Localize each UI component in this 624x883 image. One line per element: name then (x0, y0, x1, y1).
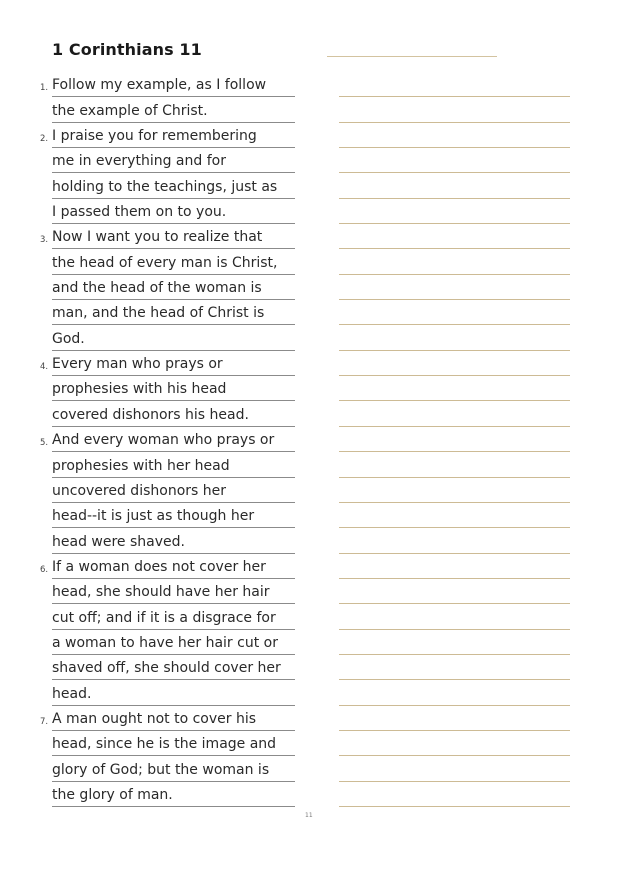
verse-line (0, 604, 310, 629)
verse-text: A man ought not to cover his (52, 711, 295, 731)
writing-line[interactable] (339, 604, 570, 629)
verse-text: cut off; and if it is a disgrace for (52, 610, 295, 630)
verse-line (0, 275, 310, 300)
writing-line[interactable] (339, 630, 570, 655)
verse-line (0, 782, 310, 807)
verse-line (0, 579, 310, 604)
writing-line[interactable] (339, 401, 570, 426)
writing-line[interactable] (339, 148, 570, 173)
verse-line (0, 452, 310, 477)
verse-number: 5. (40, 438, 49, 449)
verse-text: head--it is just as though her (52, 508, 295, 528)
writing-line[interactable] (339, 731, 570, 756)
title-writing-line (327, 56, 497, 57)
writing-line[interactable] (339, 351, 570, 376)
verse-number: 2. (40, 134, 49, 145)
verse-line (0, 478, 310, 503)
verse-text: a woman to have her hair cut or (52, 635, 295, 655)
verse-line (0, 756, 310, 781)
verse-number: 6. (40, 564, 49, 575)
verse-text: the example of Christ. (52, 103, 295, 123)
verse-text: prophesies with her head (52, 458, 295, 478)
verse-line (0, 148, 310, 173)
verse-text: Every man who prays or (52, 356, 295, 376)
writing-line[interactable] (339, 528, 570, 553)
verse-text: Now I want you to realize that (52, 229, 295, 249)
verse-text: And every woman who prays or (52, 432, 295, 452)
verse-text: glory of God; but the woman is (52, 762, 295, 782)
writing-line[interactable] (339, 173, 570, 198)
verse-number: 7. (40, 716, 49, 727)
verse-line (0, 300, 310, 325)
verse-text: and the head of the woman is (52, 280, 295, 300)
verse-line (0, 249, 310, 274)
verse-line (0, 199, 310, 224)
verse-line (0, 401, 310, 426)
writing-line[interactable] (339, 376, 570, 401)
verse-line (0, 503, 310, 528)
writing-line[interactable] (339, 478, 570, 503)
verse-list (0, 72, 310, 807)
verse-line (0, 554, 310, 579)
verse-text: man, and the head of Christ is (52, 305, 295, 325)
verse-text: shaved off, she should cover her (52, 660, 295, 680)
verse-line (0, 97, 310, 122)
writing-line[interactable] (339, 579, 570, 604)
writing-line[interactable] (339, 452, 570, 477)
verse-line (0, 376, 310, 401)
verse-text: covered dishonors his head. (52, 407, 295, 427)
verse-text: head. (52, 686, 295, 706)
writing-line[interactable] (339, 706, 570, 731)
verse-text: If a woman does not cover her (52, 559, 295, 579)
verse-line (0, 72, 310, 97)
verse-text: God. (52, 331, 295, 351)
writing-line[interactable] (339, 325, 570, 350)
verse-line (0, 680, 310, 705)
verse-line (0, 325, 310, 350)
verse-text: me in everything and for (52, 153, 295, 173)
writing-line[interactable] (339, 249, 570, 274)
verse-number: 3. (40, 235, 49, 246)
writing-practice-area (339, 72, 570, 807)
verse-text: I passed them on to you. (52, 204, 295, 224)
verse-text: the head of every man is Christ, (52, 255, 295, 275)
verse-number: 4. (40, 362, 49, 373)
writing-line[interactable] (339, 123, 570, 148)
writing-line[interactable] (339, 300, 570, 325)
page-title: 1 Corinthians 11 (52, 40, 202, 59)
verse-number: 1. (40, 83, 49, 94)
verse-line (0, 351, 310, 376)
verse-text: head, she should have her hair (52, 584, 295, 604)
verse-text: Follow my example, as I follow (52, 77, 295, 97)
writing-line[interactable] (339, 427, 570, 452)
writing-line[interactable] (339, 655, 570, 680)
verse-text: uncovered dishonors her (52, 483, 295, 503)
verse-text: prophesies with his head (52, 381, 295, 401)
verse-line (0, 123, 310, 148)
verse-line (0, 528, 310, 553)
verse-line (0, 224, 310, 249)
verse-text: head were shaved. (52, 534, 295, 554)
writing-line[interactable] (339, 199, 570, 224)
writing-line[interactable] (339, 224, 570, 249)
writing-line[interactable] (339, 503, 570, 528)
verse-text: head, since he is the image and (52, 736, 295, 756)
writing-line[interactable] (339, 97, 570, 122)
verse-line (0, 706, 310, 731)
writing-line[interactable] (339, 782, 570, 807)
writing-line[interactable] (339, 72, 570, 97)
verse-line (0, 655, 310, 680)
verse-text: holding to the teachings, just as (52, 179, 295, 199)
writing-line[interactable] (339, 680, 570, 705)
writing-line[interactable] (339, 756, 570, 781)
writing-line[interactable] (339, 554, 570, 579)
writing-line[interactable] (339, 275, 570, 300)
verse-line (0, 731, 310, 756)
verse-line (0, 173, 310, 198)
verse-line (0, 630, 310, 655)
verse-text: I praise you for remembering (52, 128, 295, 148)
verse-line (0, 427, 310, 452)
verse-text: the glory of man. (52, 787, 295, 807)
page-number: 11 (305, 812, 313, 819)
